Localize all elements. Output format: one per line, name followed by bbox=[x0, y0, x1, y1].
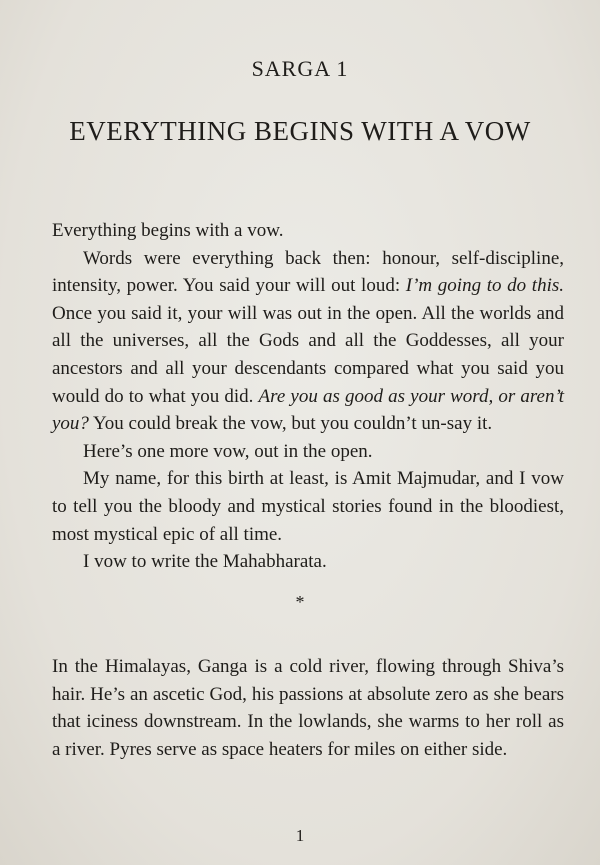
section-separator: * bbox=[295, 592, 305, 612]
text-run: I vow to write the Mahabharata. bbox=[83, 551, 327, 573]
italic-text: I’m going to do this. bbox=[405, 275, 564, 297]
text-run: Everything begins with a vow. bbox=[52, 220, 284, 241]
paragraph bbox=[52, 653, 564, 763]
body-text bbox=[52, 217, 564, 576]
text-run: You could break the vow, but you couldn’t un-say it. bbox=[88, 413, 493, 435]
text-run: My name, for this birth at least, is Amit Majmudar, and I vow to tell you the bloody and mystical stories found in the bloodiest, most mystical epic of all time. bbox=[52, 468, 564, 545]
text-run: Once you said it, your will was out in the open. All the worlds and all the universes, all the Gods and all the Goddesses, all your ancestors and all your descendants compared what you said you would do to what you did. bbox=[52, 302, 564, 407]
paragraph bbox=[52, 245, 564, 438]
text-run: Words were everything back then: honour, self-discipline, intensity, power. You said your will out loud: bbox=[52, 247, 564, 297]
paragraph bbox=[52, 548, 564, 576]
text-run: In the Himalayas, Ganga is a cold river, flowing through Shiva’s hair. He’s an ascetic God, his passions at absolute zero as she bears that iciness downstream. In the lowlands, she warms to her roll as a river. Pyres serve as space heaters for miles on either side. bbox=[52, 656, 564, 760]
text-run: Here’s one more vow, out in the open. bbox=[83, 440, 373, 462]
paragraph bbox=[52, 217, 564, 245]
body-text-section-2 bbox=[52, 653, 564, 763]
page-number: 1 bbox=[295, 826, 305, 845]
italic-text: Are you as good as your word, or aren’t you? bbox=[52, 385, 564, 435]
paragraph bbox=[52, 465, 564, 548]
paragraph bbox=[52, 438, 564, 466]
chapter-title: EVERYTHING BEGINS WITH A VOW bbox=[69, 116, 531, 146]
chapter-label: SARGA 1 bbox=[251, 56, 349, 81]
